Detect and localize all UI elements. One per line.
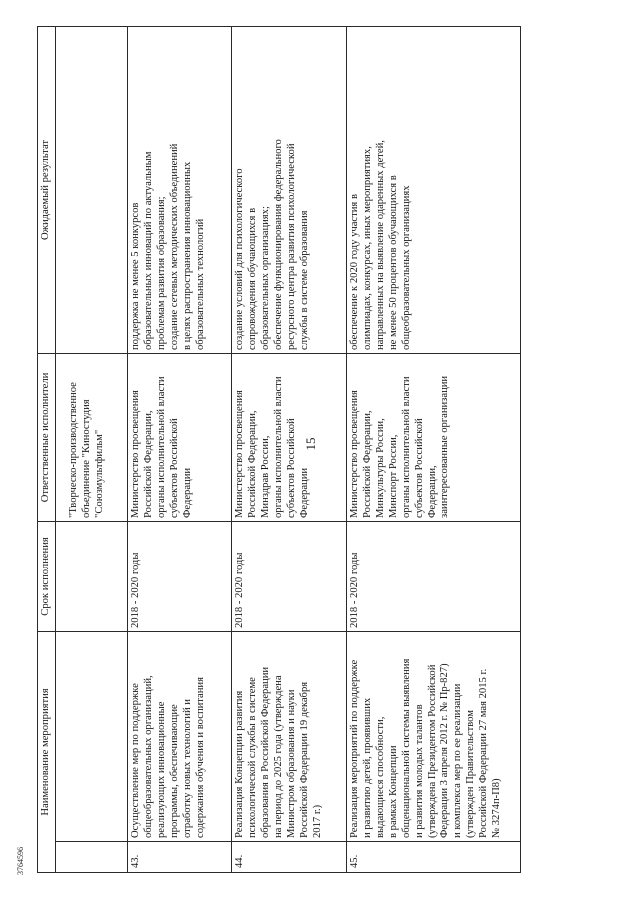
executors-line: Министерство просвещения	[234, 390, 245, 518]
name-line: Министром образования и науки	[285, 689, 297, 838]
row-name	[347, 631, 521, 841]
result-line: создание условий для психологического	[234, 168, 245, 350]
result-line: в целях распространения инновационных	[181, 161, 193, 350]
row-executors	[347, 353, 521, 521]
row-number: 44.	[232, 842, 347, 873]
cont-executors-line: объединение "Киностудия	[80, 399, 92, 518]
row-result	[347, 26, 521, 353]
name-line: и развитию детей, проявивших	[361, 697, 373, 838]
row-name	[232, 631, 347, 841]
result-line: обеспечение функционирования федерального	[272, 139, 284, 350]
document-code: 3764596	[16, 847, 25, 875]
result-line: образовательных инноваций по актуальным	[142, 151, 154, 350]
executors-line: органы исполнительной власти	[272, 376, 284, 518]
row-executors	[128, 353, 232, 521]
rotated-page	[37, 27, 613, 873]
name-line: образования в Российской Федерации	[259, 666, 271, 838]
result-line: службы в системе образования	[298, 210, 310, 350]
result-line: создание сетевых методических объединений	[168, 143, 180, 350]
executors-line: Министерство просвещения	[349, 390, 360, 518]
row-number: 45.	[347, 842, 521, 873]
executors-line: органы исполнительной власти	[155, 376, 167, 518]
row-deadline: 2018 - 2020 годы	[232, 521, 347, 631]
cont-executors	[56, 353, 128, 521]
executors-line: заинтересованные организации	[439, 375, 451, 518]
header-result: Ожидаемый результат	[38, 26, 56, 353]
row-executors	[232, 353, 347, 521]
name-line: и развития молодых талантов	[413, 704, 425, 838]
name-line: Реализация мероприятий по поддержке	[349, 659, 360, 838]
measures-table	[37, 26, 521, 873]
result-line: общеобразовательных организациях	[400, 185, 412, 350]
executors-line: Федерации,	[426, 465, 438, 518]
result-line: образовательных организациях;	[259, 206, 271, 350]
name-line: и комплекса мер по ее реализации	[452, 683, 464, 838]
header-executors: Ответственные исполнители	[38, 353, 56, 521]
name-line: (утвержден Правительством	[465, 710, 477, 838]
name-line: отработку новых технологий и	[181, 699, 193, 838]
name-line: Федерации 3 апреля 2012 г. № Пр-827)	[439, 663, 451, 838]
name-line: Осуществление мер по поддержке	[130, 683, 141, 838]
table-row	[232, 26, 347, 872]
name-line: общенациональной системы выявления	[400, 658, 412, 838]
executors-line: Минздрав России,	[259, 435, 271, 518]
result-line: обеспечение к 2020 году участия в	[349, 194, 360, 350]
result-line: не менее 50 процентов обучающихся в	[387, 175, 399, 350]
table-header-row	[38, 26, 56, 872]
cont-executors-line: "Союзмультфильм"	[93, 429, 105, 518]
name-line: психологической службы в системе	[246, 677, 258, 838]
row-number: 43.	[128, 842, 232, 873]
table-row	[347, 26, 521, 872]
result-line: направленных на выявление одаренных детей,	[374, 140, 386, 350]
row-result	[232, 26, 347, 353]
executors-line: субъектов Российской	[168, 418, 180, 518]
row-deadline: 2018 - 2020 годы	[128, 521, 232, 631]
cont-name	[56, 631, 128, 841]
header-deadline: Срок исполнения	[38, 521, 56, 631]
cont-num	[56, 842, 128, 873]
name-line: Реализация Концепции развития	[234, 690, 245, 838]
executors-line: субъектов Российской	[285, 418, 297, 518]
name-line: выдающиеся способности,	[374, 716, 386, 838]
name-line: Российской Федерации 19 декабря	[298, 681, 310, 838]
name-line: № 3274п-П8)	[491, 778, 503, 838]
cont-deadline	[56, 521, 128, 631]
executors-line: Министерство просвещения	[130, 390, 141, 518]
executors-line: Федерации	[298, 467, 310, 518]
continuation-row	[56, 26, 128, 872]
name-line: программы, обеспечивающие	[168, 704, 180, 838]
result-line: проблемам развития образования;	[155, 196, 167, 350]
result-line: олимпиадах, конкурсах, иных мероприятиях,	[361, 146, 373, 350]
cont-executors-line: "Творческо-производственное	[68, 382, 79, 518]
row-name	[128, 631, 232, 841]
executors-line: Российской Федерации,	[142, 410, 154, 518]
cont-result	[56, 26, 128, 353]
row-deadline: 2018 - 2020 годы	[347, 521, 521, 631]
name-line: Российской Федерации 27 мая 2015 г.	[478, 668, 490, 838]
executors-line: Российской Федерации,	[246, 410, 258, 518]
executors-line: Минкультуры России,	[374, 418, 386, 518]
executors-line: Федерации	[181, 467, 193, 518]
page-number: 15	[303, 437, 318, 451]
result-line: сопровождения обучающихся в	[246, 207, 258, 350]
result-line: ресурсного центра развития психологической	[285, 143, 297, 350]
result-line: образовательных технологий	[194, 218, 206, 350]
executors-line: субъектов Российской	[413, 418, 425, 518]
table-row	[128, 26, 232, 872]
row-result	[128, 26, 232, 353]
name-line: общеобразовательных организаций,	[142, 675, 154, 838]
name-line: (утверждена Президентом Российской	[426, 664, 438, 838]
result-line: поддержка не менее 5 конкурсов	[130, 202, 141, 350]
name-line: реализующих инновационные	[155, 701, 167, 838]
executors-line: Минспорт России,	[387, 434, 399, 518]
name-line: 2017 г.)	[311, 804, 323, 838]
name-line: на период до 2025 года (утверждена	[272, 675, 284, 838]
executors-line: органы исполнительной власти	[400, 376, 412, 518]
header-name: Наименование мероприятия	[38, 631, 56, 872]
executors-line: Российской Федерации,	[361, 410, 373, 518]
name-line: содержания обучения и воспитания	[194, 677, 206, 838]
name-line: в рамках Концепции	[387, 745, 399, 838]
